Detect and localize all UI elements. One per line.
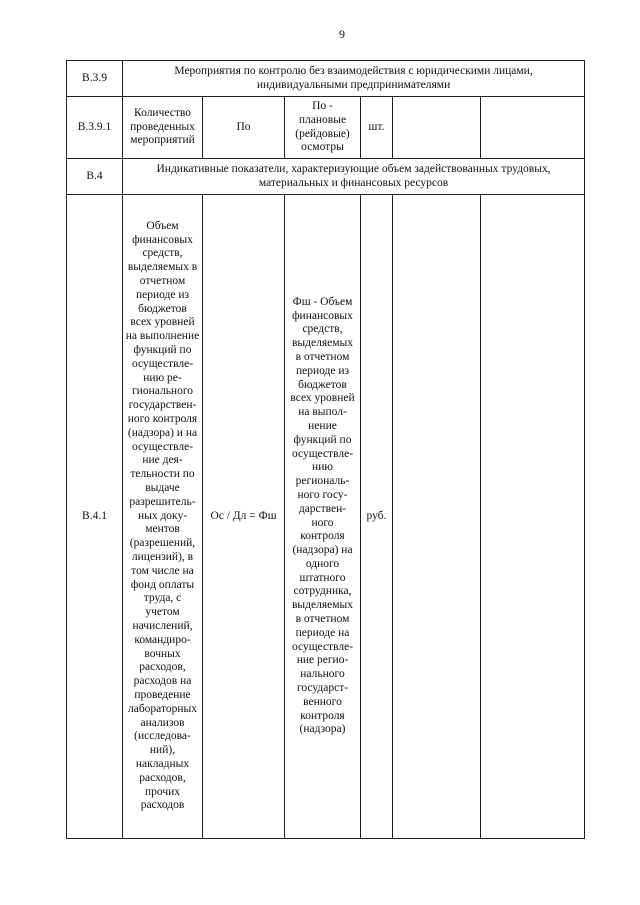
indicator-formula-b41: Ос / Дл = Фш xyxy=(203,195,285,839)
indicator-definition-text-b41: Фш - Объем финансовых средств, выделяемых в отчетном периоде из бюджетов всех уровней на выпол- нение функций по осуществле- нию региональ- ного госу- дарствен- ного контроля (надзора) на одного штатного сотрудника, выделяемых в отчетном периоде на осуществле- ние регио- нального государст- венного контроля (надзора) xyxy=(290,295,355,736)
row-code-b4: В.4 xyxy=(67,159,123,195)
row-code-b41: В.4.1 xyxy=(67,195,123,839)
section-title-text-b39: Мероприятия по контролю без взаимодействия с юридическими лицами, индивидуальными предпринимателями xyxy=(174,64,533,91)
empty-cell xyxy=(481,195,585,839)
indicator-name-b391 xyxy=(123,97,203,159)
table-row-b391 xyxy=(67,97,585,159)
indicator-name-text-b41: Объем финансовых средств, выделяемых в отчетном периоде из бюджетов всех уровней на выполнение функций по осуществле- нию ре- гионального государствен- ного контроля (надзора) и на осуществле- ние дея- тельности по выдаче разрешитель- ных доку- ментов (разрешений, лицензий), в том числе на фонд оплаты труда, с учетом начислений, командиро- вочных расходов, расходов на проведение лабораторных анализов (исследова- ний), накладных расходов, прочих расходов xyxy=(125,219,200,812)
indicator-definition-b41 xyxy=(285,195,361,839)
indicator-definition-text-b391: По - плановые (рейдовые) осмотры xyxy=(295,99,350,154)
section-title-b39 xyxy=(123,61,585,97)
indicator-definition-b391 xyxy=(285,97,361,159)
row-code-b39: В.3.9 xyxy=(67,61,123,97)
table-row-b39 xyxy=(67,61,585,97)
indicator-unit-b41: руб. xyxy=(361,195,393,839)
indicator-name-b41 xyxy=(123,195,203,839)
indicator-unit-b391: шт. xyxy=(361,97,393,159)
section-title-b4 xyxy=(123,159,585,195)
empty-cell xyxy=(481,97,585,159)
indicators-table xyxy=(66,60,585,839)
row-code-b391: В.3.9.1 xyxy=(67,97,123,159)
table-row-b41 xyxy=(67,195,585,839)
empty-cell xyxy=(393,97,481,159)
indicator-name-text-b391: Количество проведенных мероприятий xyxy=(130,106,195,147)
page-number: 9 xyxy=(339,27,345,41)
section-title-text-b4: Индикативные показатели, характеризующие объем задействованных трудовых, материальных и финансовых ресурсов xyxy=(156,162,551,189)
table-row-b4 xyxy=(67,159,585,195)
empty-cell xyxy=(393,195,481,839)
indicator-formula-b391: По xyxy=(203,97,285,159)
